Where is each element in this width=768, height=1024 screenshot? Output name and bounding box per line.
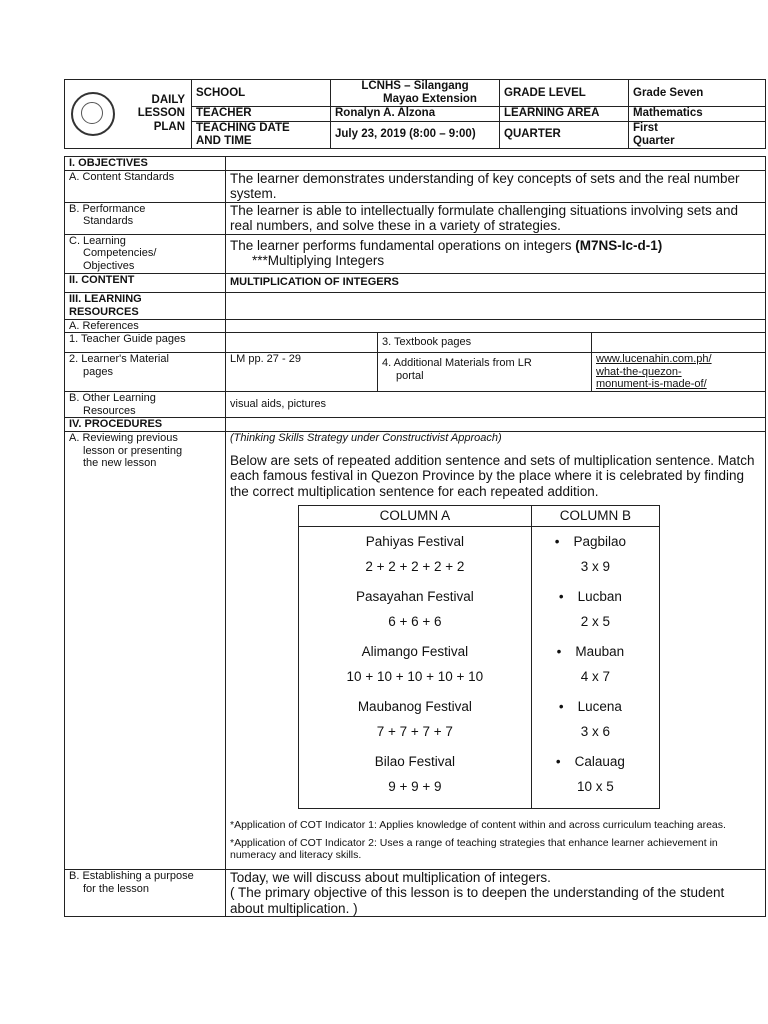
activity-instructions: Below are sets of repeated addition sentence and sets of multiplication sentence. Match each famous festival in Quezon Province by the place where it is celebrated by finding the correct multiplication sentence for each repeated addition. — [230, 452, 755, 499]
resources-heading: III. LEARNING RESOURCES — [65, 293, 226, 319]
performance-standards-text: The learner is able to intellectually formulate challenging situations involving sets and real numbers, and solve these in a variety of strategies. — [226, 202, 766, 234]
column-a-header: COLUMN A — [299, 506, 532, 527]
competency-sub: ***Multiplying Integers — [252, 253, 385, 269]
additional-materials-label: 4. Additional Materials from LR portal — [378, 353, 592, 392]
matching-row: Pahiyas Festival 2 + 2 + 2 + 2 + 2 • Pagbilao 3 x 9 — [299, 526, 660, 582]
competencies-text: The learner performs fundamental operations on integers (M7NS-Ic-d-1) ***Multiplying Integers — [226, 234, 766, 273]
area-value: Mathematics — [629, 107, 766, 121]
lesson-plan-table — [64, 156, 766, 917]
column-b-header: COLUMN B — [531, 506, 659, 527]
purpose-content: Today, we will discuss about multiplication of integers. ( The primary objective of this lesson is to deepen the understanding of the student about multiplication. ) — [226, 869, 766, 917]
school-value: LCNHS – Silangang Mayao Extension — [331, 80, 500, 107]
reviewing-content — [226, 432, 766, 870]
additional-materials-link[interactable]: www.lucenahin.com.ph/ what-the-quezon- monument-is-made-of/ — [592, 353, 766, 392]
school-label: SCHOOL — [192, 80, 331, 107]
content-heading: II. CONTENT — [65, 273, 226, 293]
reviewing-label: A. Reviewing previous lesson or presenting the new lesson — [65, 432, 226, 870]
content-standards-label: A. Content Standards — [65, 170, 226, 202]
date-label: TEACHING DATE AND TIME — [192, 121, 331, 148]
performance-standards-label: B. Performance Standards — [65, 202, 226, 234]
teacher-value: Ronalyn A. Alzona — [331, 107, 500, 121]
textbook-label: 3. Textbook pages — [378, 333, 592, 353]
cot-indicator-1: *Application of COT Indicator 1: Applies knowledge of content within and across curriculum teaching areas. — [230, 818, 726, 831]
matching-table — [298, 505, 660, 809]
purpose-label: B. Establishing a purpose for the lesson — [65, 869, 226, 917]
matching-row: Bilao Festival 9 + 9 + 9 • Calauag 10 x 5 — [299, 747, 660, 809]
objectives-heading: I. OBJECTIVES — [65, 157, 226, 171]
learners-material-label: 2. Learner's Material pages — [65, 353, 226, 392]
content-standards-text: The learner demonstrates understanding of key concepts of sets and the real number system. — [226, 170, 766, 202]
quarter-value: First Quarter — [629, 121, 766, 148]
competency-code: (M7NS-Ic-d-1) — [575, 237, 663, 253]
deped-seal-cell — [65, 80, 116, 149]
header-table — [64, 79, 766, 149]
competencies-label: C. Learning Competencies/ Objectives — [65, 234, 226, 273]
strategy-note: (Thinking Skills Strategy under Constructivist Approach) — [230, 432, 502, 445]
matching-row: Pasayahan Festival 6 + 6 + 6 • Lucban 2 x 5 — [299, 582, 660, 637]
other-resources-label: B. Other Learning Resources — [65, 392, 226, 418]
cot-indicator-2: *Application of COT Indicator 2: Uses a range of teaching strategies that enhance learner achievement in numeracy and literacy skills. — [230, 836, 718, 861]
procedures-heading: IV. PROCEDURES — [65, 418, 226, 432]
matching-row: Maubanog Festival 7 + 7 + 7 + 7 • Lucena 3 x 6 — [299, 692, 660, 747]
matching-row: Alimango Festival 10 + 10 + 10 + 10 + 10 • Mauban 4 x 7 — [299, 637, 660, 692]
dlp-title: DAILY LESSON PLAN — [115, 80, 192, 149]
content-value: MULTIPLICATION OF INTEGERS — [226, 273, 766, 293]
teacher-label: TEACHER — [192, 107, 331, 121]
references-label: A. References — [65, 319, 226, 333]
grade-label: GRADE LEVEL — [500, 80, 629, 107]
teacher-guide-label: 1. Teacher Guide pages — [65, 333, 226, 353]
date-value: July 23, 2019 (8:00 – 9:00) — [331, 121, 500, 148]
grade-value: Grade Seven — [629, 80, 766, 107]
deped-seal-icon — [71, 92, 115, 136]
other-resources-value: visual aids, pictures — [226, 392, 766, 418]
quarter-label: QUARTER — [500, 121, 629, 148]
area-label: LEARNING AREA — [500, 107, 629, 121]
learners-material-value: LM pp. 27 - 29 — [226, 353, 378, 392]
